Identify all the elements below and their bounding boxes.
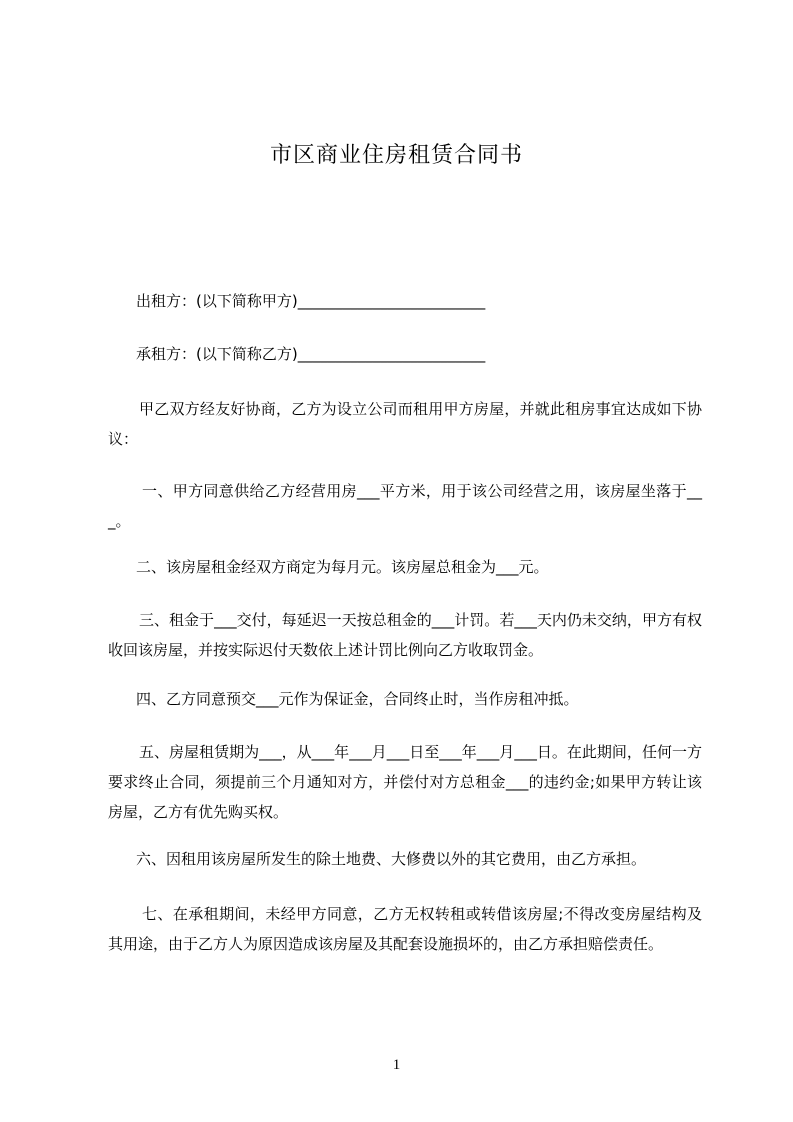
clause-1: 一、甲方同意供给乙方经营用房___平方米，用于该公司经营之用，该房屋坐落于___。: [108, 482, 702, 530]
clause-2: 二、该房屋租金经双方商定为每月元。该房屋总租金为___元。: [136, 558, 549, 576]
clause-4: 四、乙方同意预交___元作为保证金，合同终止时，当作房租冲抵。: [136, 690, 579, 708]
page-number: 1: [392, 1057, 401, 1073]
clause-7: 七、在承租期间，未经甲方同意，乙方无权转租或转借该房屋;不得改变房屋结构及其用途，由于乙方人为原因造成该房屋及其配套设施损坏的，由乙方承担赔偿责任。: [108, 905, 702, 953]
clause-6: 六、因租用该房屋所发生的除土地费、大修费以外的其它费用，由乙方承担。: [136, 850, 647, 868]
clause-3: 三、租金于___交付，每延迟一天按总租金的___计罚。若___天内仍未交纳，甲方有权收回该房屋，并按实际迟付天数依上述计罚比例向乙方收取罚金。: [108, 611, 702, 659]
clause-5: 五、房屋租赁期为___，从___年___月___日至___年___月___日。在此期间，任何一方要求终止合同，须提前三个月通知对方，并偿付对方总租金___的违约金;如果甲方转让该房屋，乙方有优先购买权。: [108, 743, 702, 821]
lessee-line: 承租方：(以下简称乙方)_________________________: [136, 345, 486, 363]
intro-paragraph: 甲乙双方经友好协商，乙方为设立公司而租用甲方房屋，并就此租房事宜达成如下协议：: [108, 400, 702, 448]
document-title: 市区商业住房租赁合同书: [269, 143, 523, 168]
lessor-line: 出租方：(以下简称甲方)_________________________: [136, 292, 486, 310]
